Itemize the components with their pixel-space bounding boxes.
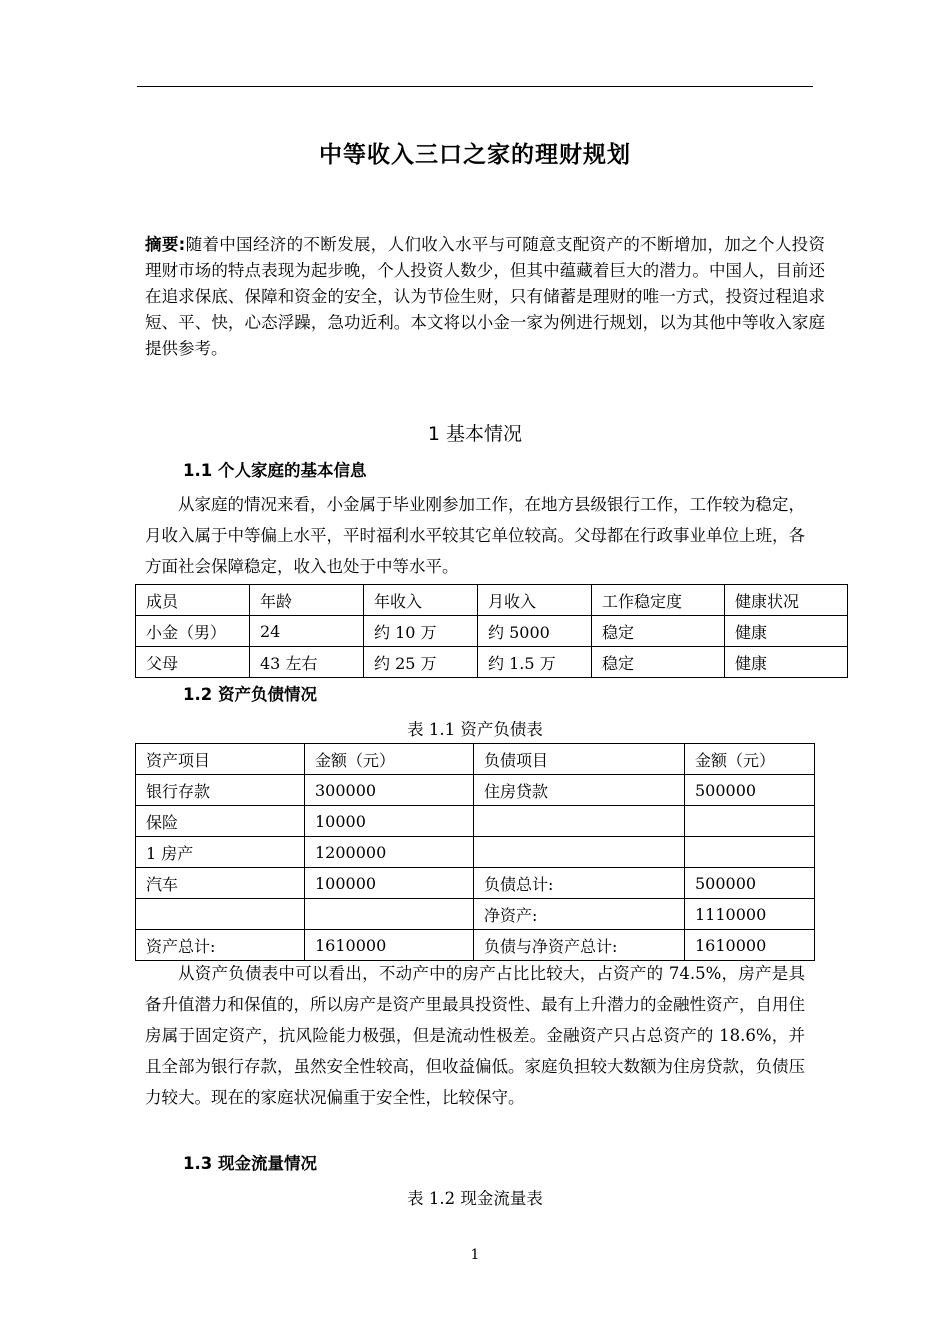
section-1-2-heading: 1.2 资产负债情况	[183, 685, 317, 704]
table-cell: 43 左右	[250, 647, 364, 678]
table-cell: 负债与净资产总计:	[474, 930, 685, 961]
table-cell: 约 10 万	[364, 616, 478, 647]
table-row	[136, 616, 848, 647]
table-cell: 负债总计:	[474, 868, 685, 899]
table-cell: 年龄	[250, 585, 364, 616]
section-1-1-paragraph: 从家庭的情况来看，小金属于毕业刚参加工作，在地方县级银行工作，工作较为稳定，月收入属于中等偏上水平，平时福利水平较其它单位较高。父母都在行政事业单位上班，各方面社会保障稳定，收入也处于中等水平。	[145, 495, 805, 576]
table-cell: 资产项目	[136, 744, 305, 775]
table-row	[136, 647, 848, 678]
table-cell: 负债项目	[474, 744, 685, 775]
section-1-2-paragraph: 从资产负债表中可以看出，不动产中的房产占比比较大，占资产的 74.5%，房产是具备升值潜力和保值的，所以房产是资产里最具投资性、最有上升潜力的金融性资产，自用住房属于固定资产，抗风险能力极强，但是流动性极差。金融资产只占总资产的 18.6%，并且全部为银行存款，虽然安全性较高，但收益偏低。家庭负担较大数额为住房贷款，负债压力较大。现在的家庭状况偏重于安全性，比较保守。	[145, 964, 805, 1107]
section-1-1-heading: 1.1 个人家庭的基本信息	[183, 461, 367, 480]
table-cell	[685, 806, 815, 837]
table-cell: 父母	[136, 647, 250, 678]
table-cell: 10000	[305, 806, 474, 837]
table-cell: 金额（元）	[685, 744, 815, 775]
table-cell: 稳定	[592, 616, 725, 647]
table-cell: 健康状况	[725, 585, 848, 616]
table-cell	[474, 806, 685, 837]
table-cell	[474, 837, 685, 868]
table-cell: 银行存款	[136, 775, 305, 806]
table-cell: 24	[250, 616, 364, 647]
table-cell: 1110000	[685, 899, 815, 930]
table-cell: 净资产:	[474, 899, 685, 930]
table-cell: 约 5000	[478, 616, 592, 647]
table-cell: 约 25 万	[364, 647, 478, 678]
table-cell: 500000	[685, 868, 815, 899]
table-row	[136, 837, 815, 868]
table-row	[136, 930, 815, 961]
abstract-text: 随着中国经济的不断发展，人们收入水平与可随意支配资产的不断增加，加之个人投资理财市场的特点表现为起步晚，个人投资人数少，但其中蕴藏着巨大的潜力。中国人，目前还在追求保底、保障和资金的安全，认为节俭生财，只有储蓄是理财的唯一方式，投资过程追求短、平、快，心态浮躁，急功近利。本文将以小金一家为例进行规划，以为其他中等收入家庭提供参考。	[145, 235, 826, 358]
abstract	[145, 232, 825, 362]
table-row	[136, 868, 815, 899]
table-cell: 稳定	[592, 647, 725, 678]
table-cell: 300000	[305, 775, 474, 806]
table-cell: 住房贷款	[474, 775, 685, 806]
table-row	[136, 775, 815, 806]
table-row	[136, 899, 815, 930]
table-cell: 月收入	[478, 585, 592, 616]
table-cell: 1 房产	[136, 837, 305, 868]
table-cell	[305, 899, 474, 930]
section-1-heading: 1 基本情况	[427, 423, 523, 445]
table-cell: 保险	[136, 806, 305, 837]
document-title: 中等收入三口之家的理财规划	[319, 142, 631, 168]
table-cell	[136, 899, 305, 930]
table-cell: 金额（元）	[305, 744, 474, 775]
section-1-3-heading: 1.3 现金流量情况	[183, 1154, 317, 1173]
family-info-table	[135, 584, 848, 678]
table-1-2-caption: 表 1.2 现金流量表	[407, 1189, 543, 1208]
table-header-row	[136, 744, 815, 775]
balance-sheet-table	[135, 743, 815, 961]
table-cell: 1610000	[685, 930, 815, 961]
table-cell: 健康	[725, 616, 848, 647]
table-cell: 100000	[305, 868, 474, 899]
abstract-label: 摘要:	[145, 235, 186, 254]
table-cell: 成员	[136, 585, 250, 616]
table-cell: 工作稳定度	[592, 585, 725, 616]
table-cell: 资产总计:	[136, 930, 305, 961]
table-cell: 500000	[685, 775, 815, 806]
table-cell: 1200000	[305, 837, 474, 868]
page-number: 1	[470, 1247, 480, 1263]
table-cell: 约 1.5 万	[478, 647, 592, 678]
table-cell: 小金（男）	[136, 616, 250, 647]
table-cell: 1610000	[305, 930, 474, 961]
table-cell	[685, 837, 815, 868]
table-row	[136, 806, 815, 837]
table-cell: 年收入	[364, 585, 478, 616]
table-cell: 汽车	[136, 868, 305, 899]
table-header-row	[136, 585, 848, 616]
table-cell: 健康	[725, 647, 848, 678]
table-1-1-caption: 表 1.1 资产负债表	[407, 720, 543, 739]
header-rule	[137, 86, 813, 87]
